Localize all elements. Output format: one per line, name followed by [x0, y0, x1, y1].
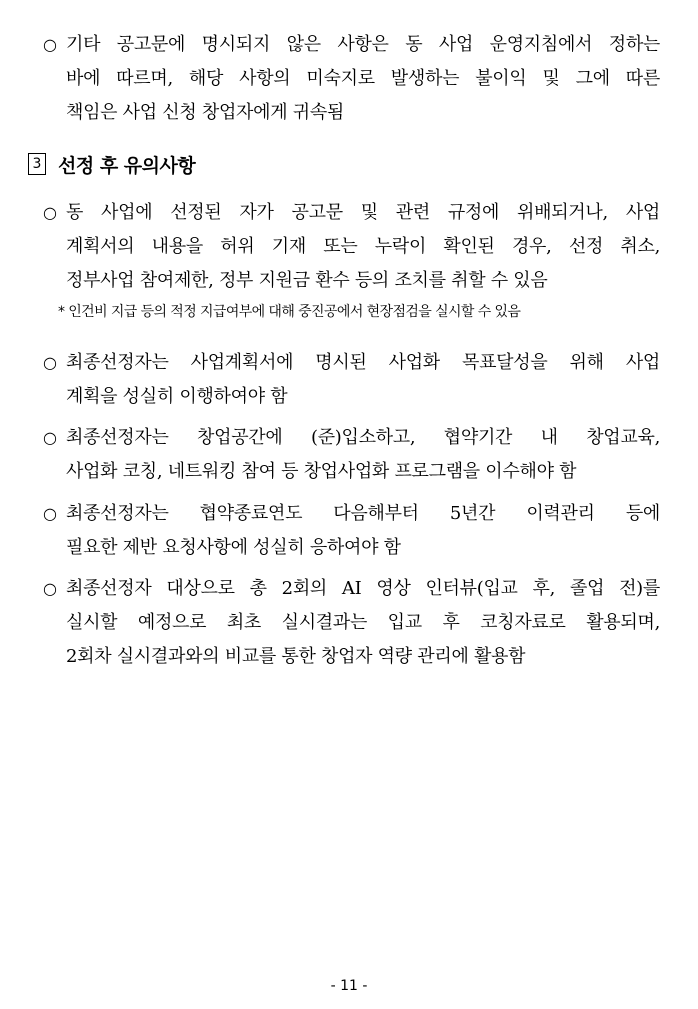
list-item-program [40, 421, 660, 489]
bullet-circle: ○ [43, 353, 57, 372]
list-item-business-plan [40, 346, 660, 414]
paragraph-line: 최종선정자 대상으로 총 2회의 AI 영상 인터뷰(입교 후, 졸업 전)를 [66, 578, 660, 599]
bullet-circle: ○ [43, 203, 57, 222]
bullet-circle: ○ [43, 35, 57, 54]
section-title: 선정 후 유의사항 [58, 154, 196, 177]
paragraph-line: 계획을 성실히 이행하여야 함 [66, 386, 288, 407]
bullet-circle: ○ [43, 579, 57, 598]
paragraph-line: 책임은 사업 신청 창업자에게 귀속됨 [66, 102, 345, 123]
paragraph-line: 바에 따르며, 해당 사항의 미숙지로 발생하는 불이익 및 그에 따른 [66, 68, 660, 89]
paragraph-line: 기타 공고문에 명시되지 않은 사항은 동 사업 운영지침에서 정하는 [66, 34, 660, 55]
bullet-circle: ○ [43, 428, 57, 447]
paragraph-line: 계획서의 내용을 허위 기재 또는 누락이 확인된 경우, 선정 취소, [66, 236, 660, 257]
paragraph-line: 필요한 제반 요청사항에 성실히 응하여야 함 [66, 537, 401, 558]
footnote: * 인건비 지급 등의 적정 지급여부에 대해 중진공에서 현장점검을 실시할 수 있음 [58, 304, 521, 320]
paragraph-line: 최종선정자는 창업공간에 (준)입소하고, 협약기간 내 창업교육, [66, 427, 660, 448]
paragraph-line: 동 사업에 선정된 자가 공고문 및 관련 규정에 위배되거나, 사업 [66, 202, 660, 223]
paragraph-line: 정부사업 참여제한, 정부 지원금 환수 등의 조치를 취할 수 있음 [66, 270, 548, 291]
bullet-circle: ○ [43, 504, 57, 523]
list-item-misc-provisions [40, 28, 660, 130]
section-number-box: 3 [28, 153, 46, 175]
paragraph-line: 2회차 실시결과와의 비교를 통한 창업자 역량 관리에 활용함 [66, 646, 526, 667]
paragraph-line: 실시할 예정으로 최초 실시결과는 입교 후 코칭자료로 활용되며, [66, 612, 660, 633]
list-item-ai-interview [40, 572, 660, 674]
page-number: - 11 - [330, 978, 368, 994]
paragraph-line: 최종선정자는 협약종료연도 다음해부터 5년간 이력관리 등에 [66, 503, 660, 524]
list-item-history [40, 497, 660, 565]
paragraph-line: 최종선정자는 사업계획서에 명시된 사업화 목표달성을 위해 사업 [66, 352, 660, 373]
section-heading [28, 148, 195, 180]
list-item-violation [40, 196, 660, 298]
paragraph-line: 사업화 코칭, 네트워킹 참여 등 창업사업화 프로그램을 이수해야 함 [66, 461, 577, 482]
